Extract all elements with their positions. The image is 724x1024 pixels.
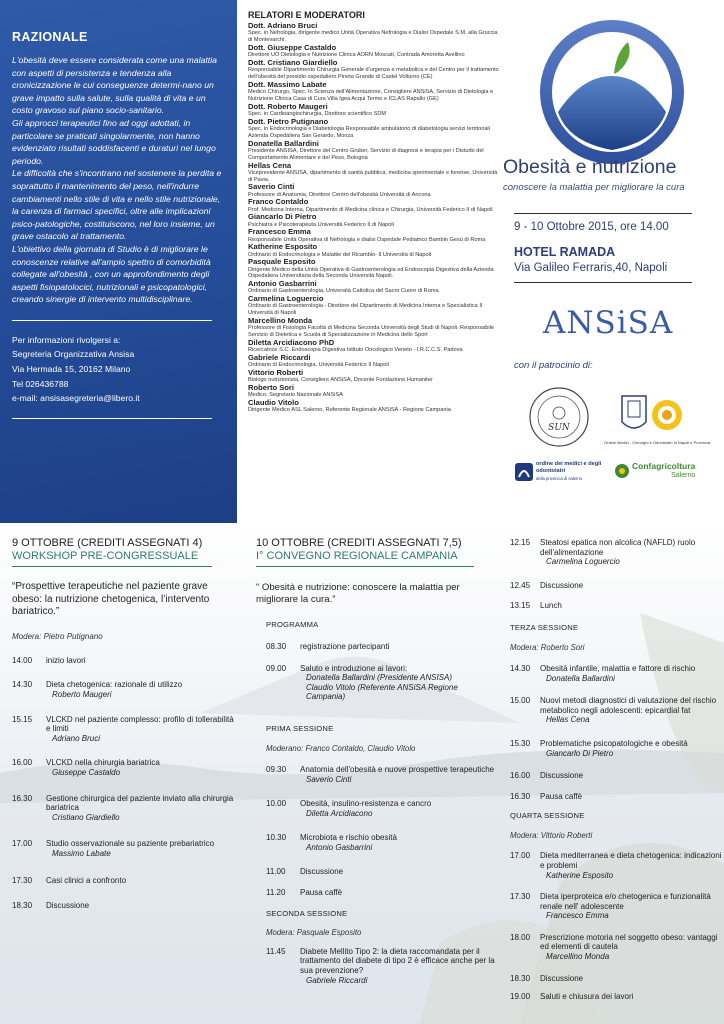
schedule-title xyxy=(540,601,722,611)
speaker-entry xyxy=(248,162,502,184)
schedule-time: 16.30 xyxy=(12,793,33,803)
day1-moderator: Modera: Pietro Putignano xyxy=(12,631,103,641)
schedule-item xyxy=(12,794,234,823)
speaker-affiliation: Professore di Anatomia, Direttore Centro dell'obesità Università di Ancona xyxy=(248,191,431,198)
session2-continued-schedule xyxy=(510,538,722,611)
speaker-name: Gabriele Riccardi xyxy=(248,353,311,363)
speaker-name: Antonio Gasbarrini xyxy=(248,279,317,289)
speaker-entry xyxy=(248,213,502,228)
talk-speaker: Francesco Emma xyxy=(546,911,609,921)
schedule-item xyxy=(510,974,722,984)
speaker-entry xyxy=(248,59,502,81)
schedule-item xyxy=(256,947,496,985)
event-logo xyxy=(532,12,692,172)
schedule-time: 18.30 xyxy=(12,901,33,911)
speaker-affiliation: Medico Chirurgo, Spec. In Scienza dell'Alimentazione, Consigliere ANSiSA, Servizio di Dietologia e Nutrizione Clinica Casa di Cura Villa Igea Acqui Terme e ICLAS Rapallo (GE) xyxy=(248,88,494,102)
speaker-name: Dott. Giuseppe Castaldo xyxy=(248,42,337,52)
talk-speaker: Hellas Cena xyxy=(546,715,590,725)
schedule-title xyxy=(46,794,234,823)
schedule-time: 13.15 xyxy=(510,601,531,611)
speaker-entry xyxy=(248,399,502,414)
confagricoltura-icon xyxy=(614,463,630,479)
talk-title: Dieta iperproteica e/o chetogenica e funzionalità renale nell' adolescente xyxy=(540,892,711,911)
talk-speaker: Roberto Maugeri xyxy=(52,689,112,699)
schedule-title xyxy=(46,656,234,666)
schedule-item xyxy=(510,792,722,802)
speakers-list xyxy=(248,10,502,414)
schedule-title xyxy=(540,664,722,683)
confagricoltura-text xyxy=(632,461,695,481)
schedule-item xyxy=(510,581,722,591)
session3-schedule xyxy=(510,664,722,801)
speaker-entry xyxy=(248,354,502,369)
confagricoltura-name: Confagricoltura xyxy=(632,461,696,471)
schedule-title xyxy=(300,765,496,784)
schedule-time: 17.30 xyxy=(510,892,531,902)
session4-title: QUARTA SESSIONE xyxy=(510,811,585,821)
speaker-name: Saverio Cinti xyxy=(248,182,295,192)
speaker-affiliation: Presidente ANSISA, Direttore del Centro Gruber, Servizio di diagnosi e terapia per i Disturbi del Comportamento Alimentare e del Peso, Bologna xyxy=(248,147,484,161)
schedule-title xyxy=(540,696,722,725)
speaker-name: Franco Contaldo xyxy=(248,197,309,207)
divider xyxy=(256,566,474,567)
schedule-item xyxy=(510,892,722,921)
talk-title: Dieta mediterranea e dieta chetogenica: indicazioni e problemi xyxy=(540,851,722,870)
contact-intro: Per informazioni rivolgersi a: xyxy=(12,334,121,345)
schedule-title xyxy=(46,680,234,699)
speaker-affiliation: Ordinario di Gastroenterologia - Direttore del Dipartimento di Medicina Interna e Specialistica Il Università di Napoli xyxy=(248,303,483,317)
speaker-entry xyxy=(248,228,502,243)
talk-title: Casi clinici a confronto xyxy=(46,875,127,885)
schedule-title xyxy=(300,888,496,898)
schedule-title xyxy=(300,664,496,702)
schedule-item xyxy=(510,933,722,962)
day2-subtitle: I° CONVEGNO REGIONALE CAMPANIA xyxy=(256,550,458,562)
speaker-name: Dott. Roberto Maugeri xyxy=(248,101,328,111)
schedule-item xyxy=(256,642,496,652)
talk-speaker: Giancarlo Di Pietro xyxy=(546,748,614,758)
talk-title: Discussione xyxy=(540,580,584,590)
schedule-time: 16.30 xyxy=(510,791,531,801)
venue-address: Via Galileo Ferraris,40, Napoli xyxy=(514,262,668,274)
session1-schedule xyxy=(256,765,496,898)
schedule-time: 14.30 xyxy=(12,680,33,690)
schedule-item xyxy=(256,765,496,784)
razionale-paragraph: L'obiettivo della giornata di Studio è di migliorare le conoscenze relative all'ampio spettro di comorbidità collegate all'obesità , con un approfondimento degli aspetti fisiopatolocici, nutrizionali e psicopatologici, creando sinergie di intervento multidisciplinare. xyxy=(12,243,211,305)
schedule-title xyxy=(46,758,234,777)
speaker-affiliation: Biologo nutrizionista, Consigliere ANSiSA, Docente Fondazione Humaniter xyxy=(248,377,433,384)
schedule-time: 11.45 xyxy=(266,946,286,956)
speaker-name: Giancarlo Di Pietro xyxy=(248,212,317,222)
schedule-item xyxy=(256,888,496,898)
speaker-entry xyxy=(248,103,502,118)
speaker-affiliation: Professore di Fisiologia Facoltà di Medicina Seconda Università degli Studi di Napoli. Responsabile Servizio di Dietetica e Scuola di Specializzazione in Medicina dello Sport xyxy=(248,325,494,339)
schedule-time: 17.00 xyxy=(510,851,531,861)
speaker-affiliation: Responsabile Unità Operativa di Nefrologia e dialisi Ospedale Pediatrico Bambin Gesù di Roma xyxy=(248,236,486,243)
schedule-title xyxy=(300,642,496,652)
talk-speaker: Katherine Esposito xyxy=(546,870,614,880)
schedule-item xyxy=(510,851,722,880)
speaker-name: Marcellino Monda xyxy=(248,316,313,326)
talk-title: inizio lavori xyxy=(46,655,86,665)
schedule-item xyxy=(12,680,234,699)
talk-title: Nuovi metodi diagnostici di valutazione del rischio metabolico negli adolescenti: epicardial fat xyxy=(540,696,717,715)
schedule-item xyxy=(256,833,496,852)
talk-speaker: Donatella Ballardini (Presidente ANSISA) xyxy=(306,673,452,683)
schedule-title xyxy=(540,792,722,802)
patronage-label: con il patrocinio di: xyxy=(514,360,593,371)
speaker-entry xyxy=(248,369,502,384)
session2-schedule xyxy=(256,947,496,985)
day1-program xyxy=(12,537,234,911)
speaker-entry xyxy=(248,295,502,317)
speaker-affiliation: Spec. in Endocrinologia e Diabetologia Responsabile ambulatorio di diabetologia servizi territoriali Azienda Ospedaliera San Gerardo, Monza xyxy=(248,125,490,139)
ordine-caption: Ordine Medici - Chirurghi e Odontoiatri di Napoli e Provincia xyxy=(604,440,711,445)
day1-subtitle: WORKSHOP PRE-CONGRESSUALE xyxy=(12,550,199,562)
speaker-entry xyxy=(248,384,502,399)
talk-title: VLCKD nel paziente complesso: profilo di tollerabilità e limiti xyxy=(46,714,234,734)
confagricoltura-sub: Salerno xyxy=(671,472,696,479)
schedule-title xyxy=(540,771,722,781)
venue-name: HOTEL RAMADA xyxy=(514,245,616,259)
talk-title: Discussione xyxy=(300,866,344,876)
talk-speaker: Adriano Bruci xyxy=(52,733,101,743)
schedule-item xyxy=(510,739,722,758)
schedule-title xyxy=(540,933,722,962)
speaker-name: Hellas Cena xyxy=(248,160,292,170)
schedule-item xyxy=(12,839,234,858)
contact-phone: Tel 026436788 xyxy=(12,378,69,389)
schedule-title xyxy=(46,901,234,911)
speaker-affiliation: Dirigente Medico della Unità Operativa di Gastroenterologia ed Endoscopia Digestiva della Azienda Ospedaliera Universitaria della Seconda Università Napoli. xyxy=(248,266,494,280)
schedule-title xyxy=(300,947,496,985)
schedule-item xyxy=(510,771,722,781)
session3-title: TERZA SESSIONE xyxy=(510,622,579,632)
schedule-time: 16.00 xyxy=(510,771,531,781)
divider xyxy=(514,213,692,214)
event-subtitle: conoscere la malattia per migliorare la cura xyxy=(503,182,685,193)
talk-speaker: Donatella Ballardini xyxy=(546,673,615,683)
speaker-affiliation: Vicepresidente ANSISA, dipartimento di sanità pubblica, medicina sperimentale e forense, Università di Pavia. xyxy=(248,169,498,183)
speaker-entry xyxy=(248,258,502,280)
schedule-title xyxy=(300,799,496,818)
schedule-item xyxy=(12,758,234,777)
talk-title: Discussione xyxy=(46,901,90,911)
schedule-item xyxy=(510,992,722,1002)
talk-title: Steatosi epatica non alcolica (NAFLD) ruolo dell'alimentazione xyxy=(540,538,696,557)
contact-org: Segreteria Organizzativa Ansisa xyxy=(12,349,135,360)
speaker-entry xyxy=(248,317,502,339)
speaker-entry xyxy=(248,44,502,59)
speaker-affiliation: Ordinario di Gastroenterologia, Università Cattolica del Sacro Cuore di Roma xyxy=(248,288,439,295)
schedule-title xyxy=(46,839,234,858)
speaker-affiliation: Ordinario di Endocrinologia e Malattie del Ricambio- Il Università di Napoli xyxy=(248,251,432,258)
talk-speaker: Claudio Vitolo (Referente ANSiSA Regione Campania) xyxy=(306,682,458,702)
speaker-entry xyxy=(248,118,502,140)
schedule-time: 09.30 xyxy=(266,764,287,774)
event-title: Obesità e nutrizione xyxy=(503,156,677,178)
talk-title: Pausa caffè xyxy=(540,791,583,801)
speaker-name: Dott. Massimo Labate xyxy=(248,79,327,89)
schedule-title xyxy=(300,867,496,877)
schedule-item xyxy=(256,799,496,818)
speaker-name: Roberto Sori xyxy=(248,383,294,393)
speaker-entry xyxy=(248,81,502,103)
speaker-name: Dott. Adriano Bruci xyxy=(248,21,318,30)
talk-title: Prescrizione motoria nel soggetto obeso: vantaggi ed elementi di cautela xyxy=(540,932,718,952)
divider xyxy=(12,566,212,567)
talk-title: VLCKD nella chirurgia bariatrica xyxy=(46,758,160,768)
schedule-title xyxy=(540,992,722,1002)
day1-title: 9 OTTOBRE (CREDITI ASSEGNATI 4) xyxy=(12,537,203,549)
schedule-title xyxy=(540,892,722,921)
speaker-affiliation: Psichiatra e Psicoterapeuta Università Federico II di Napoli xyxy=(248,221,394,228)
speaker-affiliation: Spec. in Cardioangiochirurgia, Direttore scientifico SDM xyxy=(248,110,387,117)
talk-title: Discussione xyxy=(540,973,584,983)
schedule-item xyxy=(510,601,722,611)
odm-subtitle: della provincia di salerno xyxy=(536,476,583,481)
day2-opening-schedule xyxy=(256,642,496,702)
schedule-time: 19.00 xyxy=(510,992,531,1002)
speaker-entry xyxy=(248,140,502,162)
schedule-time: 16.00 xyxy=(12,758,33,768)
schedule-time: 15.30 xyxy=(510,738,531,748)
seal-text: SUN xyxy=(548,423,570,433)
speakers-heading: RELATORI E MODERATORI xyxy=(248,10,365,20)
divider xyxy=(12,320,212,321)
talk-title: Microbiota e rischio obesità xyxy=(300,833,397,843)
session1-moderators: Moderano: Franco Contaldo, Claudio Vitolo xyxy=(266,743,416,753)
schedule-time: 18.00 xyxy=(510,932,531,942)
programma-label: PROGRAMMA xyxy=(266,620,319,629)
speaker-name: Francesco Emma xyxy=(248,227,311,237)
session2-title: SECONDA SESSIONE xyxy=(266,908,348,918)
speaker-entry xyxy=(248,22,502,44)
razionale-paragraph: Gli approcci terapeutici fino ad oggi adottati, in particolare se praticati singolarmente, non hanno evidenziato risultati soddisfacenti e duraturi nel lungo periodo. xyxy=(12,117,216,166)
talk-speaker: Massimo Labate xyxy=(52,848,111,858)
speaker-affiliation: Ricercatrice S.C. Endoscopia Digestiva Istituto Oncologico Veneto - I.R.C.C.S. Padova xyxy=(248,347,463,354)
talk-title: Pausa caffè xyxy=(300,888,343,898)
talk-title: Obesità, insulino-resistenza e cancro xyxy=(300,799,432,809)
session2-moderator: Modera: Pasquale Esposito xyxy=(266,927,362,937)
speaker-entry xyxy=(248,183,502,198)
talk-title: Saluto e introduzione ai lavori: xyxy=(300,663,408,673)
speaker-name: Dott. Cristiano Giardiello xyxy=(248,57,338,67)
schedule-title xyxy=(540,581,722,591)
odm-salerno-text xyxy=(536,461,612,482)
schedule-time: 08.30 xyxy=(266,642,287,651)
session4-schedule xyxy=(510,851,722,1002)
talk-title: Studio osservazionale su paziente prebariatrico xyxy=(46,839,215,849)
divider xyxy=(514,282,692,283)
speaker-affiliation: Dirigente Medico ASL Salerno, Referente Regionale ANSiSA - Regione Campania xyxy=(248,407,451,414)
schedule-time: 10.30 xyxy=(266,833,287,843)
university-seal-icon xyxy=(528,386,590,448)
talk-speaker: Saverio Cinti xyxy=(306,774,352,784)
speaker-entry xyxy=(248,198,502,213)
speaker-name: Claudio Vitolo xyxy=(248,398,299,408)
speaker-affiliation: Ordinario di Endocrinologia, Università Federico II Napoli xyxy=(248,362,389,369)
schedule-time: 09.00 xyxy=(266,663,287,673)
contact-email[interactable]: e-mail: ansisasegreteria@libero.it xyxy=(12,393,140,404)
day2-quote: “ Obesità e nutrizione: conoscere la malattia per migliorare la cura.” xyxy=(256,582,460,605)
razionale-title: RAZIONALE xyxy=(12,30,88,44)
schedule-time: 17.30 xyxy=(12,875,33,885)
schedule-time: 14.00 xyxy=(12,655,33,665)
razionale-paragraph: Le difficoltà che s'incontrano nel sostenere la perdita e soprattutto il mantenimento del peso, nell'indurre cambiamenti nello stile di vita e nello stile nutrizionale, la carenza di farmaci specifici, oltre alle implicazioni psico-patologiche, costituiscono, nel loro insieme, un grave ostacolo al trattamento. xyxy=(12,168,222,242)
schedule-item xyxy=(256,664,496,702)
talk-title: registrazione partecipanti xyxy=(300,642,390,651)
schedule-time: 11.20 xyxy=(266,888,286,898)
schedule-item xyxy=(256,867,496,877)
schedule-title xyxy=(540,538,722,567)
schedule-item xyxy=(510,696,722,725)
day2-program-continued xyxy=(510,538,722,1002)
talk-title: Lunch xyxy=(540,601,562,611)
talk-speaker: Carmelina Loguercio xyxy=(546,557,620,567)
schedule-time: 10.00 xyxy=(266,799,287,809)
schedule-time: 11.00 xyxy=(266,866,286,876)
speaker-name: Vittorio Roberti xyxy=(248,368,304,378)
talk-title: Discussione xyxy=(540,771,584,781)
speaker-entry xyxy=(248,243,502,258)
session3-moderator: Modera: Roberto Sori xyxy=(510,642,585,652)
talk-title: Anatomia dell'obesità e nuove prospettive terapeutiche xyxy=(300,764,495,774)
day2-program xyxy=(256,537,496,985)
odm-salerno-icon xyxy=(514,462,534,482)
schedule-item xyxy=(510,664,722,683)
schedule-time: 12.45 xyxy=(510,580,531,590)
day1-schedule xyxy=(12,656,234,911)
event-date: 9 - 10 Ottobre 2015, ore 14.00 xyxy=(514,221,669,233)
speaker-affiliation: Responsabile Dipartimento Chirurgia Generale d'urgenza e metabolica e del Centro per il trattamento dell'obesità del presidio ospedaliero Pineta Grande di Castel Volturno (CE) xyxy=(248,67,499,80)
odm-title: ordine dei medici e degli odontoiatri xyxy=(536,461,602,474)
speaker-affiliation: Prof. Medicina Interna, Dipartimento di Medicina clinica e Chirurgia, Università Federico II di Napoli xyxy=(248,206,493,213)
schedule-item xyxy=(12,656,234,666)
divider xyxy=(12,418,212,419)
speaker-name: Donatella Ballardini xyxy=(248,138,319,148)
speaker-affiliation: Medico, Segretario Nazionale ANSiSA xyxy=(248,392,343,399)
talk-speaker: Gabriele Riccardi xyxy=(306,975,368,985)
talk-title: Diabete Mellito Tipo 2: la dieta raccomandata per il trattamento del diabete di tipo 2 è efficace anche per la sua prevenzione? xyxy=(300,946,495,975)
schedule-time: 14.30 xyxy=(510,663,531,673)
schedule-title xyxy=(540,851,722,880)
talk-title: Saluti e chiusura dei lavori xyxy=(540,992,634,1002)
talk-speaker: Cristiano Giardiello xyxy=(52,812,120,822)
talk-title: Dieta chetogenica: razionale di utilizzo xyxy=(46,680,183,690)
speaker-affiliation: Spec. in Nefrologia, dirigente medico Unità Operativa Nefrologia e Dialisi Ospedale S.M. alla Gruccia di Montevarchi. xyxy=(248,30,498,43)
speaker-name: Pasquale Esposito xyxy=(248,257,316,267)
speaker-affiliation: Direttore UO Dietologia e Nutrizione Clinica AORN Moscati, Contrada Amoretta Avellino xyxy=(248,52,465,58)
schedule-item xyxy=(12,901,234,911)
razionale-panel xyxy=(0,0,237,523)
talk-speaker: Giuseppe Castaldo xyxy=(52,767,121,777)
schedule-time: 18.30 xyxy=(510,973,531,983)
schedule-item xyxy=(12,715,234,744)
contact-address: Via Hermada 15, 20162 Milano xyxy=(12,364,131,375)
speaker-entry xyxy=(248,339,502,354)
session1-title: PRIMA SESSIONE xyxy=(266,723,334,733)
speaker-entry xyxy=(248,280,502,295)
talk-speaker: Diletta Arcidiacono xyxy=(306,808,373,818)
sun-logo-icon xyxy=(650,398,684,432)
speaker-name: Carmelina Loguercio xyxy=(248,294,324,304)
schedule-title xyxy=(46,876,234,886)
contact-info xyxy=(12,333,223,406)
schedule-time: 12.15 xyxy=(510,538,531,547)
speaker-name: Diletta Arcidiacono PhD xyxy=(248,338,335,348)
schedule-title xyxy=(46,715,234,744)
talk-speaker: Marcellino Monda xyxy=(546,952,610,962)
day2-title: 10 OTTOBRE (CREDITI ASSEGNATI 7,5) xyxy=(256,537,462,549)
talk-title: Gestione chirurgica del paziente inviato alla chirurgia bariatrica xyxy=(46,793,234,813)
schedule-time: 15.15 xyxy=(12,714,33,724)
speaker-entries xyxy=(248,22,502,414)
talk-speaker: Antonio Gasbarrini xyxy=(306,842,373,852)
schedule-item xyxy=(12,876,234,886)
schedule-title xyxy=(540,974,722,984)
schedule-time: 17.00 xyxy=(12,839,33,849)
ansisa-logo: ANSiSA xyxy=(543,305,674,341)
razionale-text xyxy=(12,54,223,306)
talk-title: Problematiche psicopatologiche e obesità xyxy=(540,738,688,748)
schedule-item xyxy=(510,538,722,567)
schedule-title xyxy=(300,833,496,852)
razionale-paragraph: L'obesità deve essere considerata come una malattia con aspetti di persistenza e tendenza alla cronicizzazione le cui conseguenze determi-nano un grave impatto sulla salute, sulla qualità di vita e un costo gravoso sul piano socio-sanitario. xyxy=(12,55,217,116)
speaker-name: Dott. Pietro Putignano xyxy=(248,116,329,126)
schedule-title xyxy=(540,739,722,758)
talk-title: Obesità infantile, malattia e fattore di rischio xyxy=(540,663,696,673)
schedule-time: 15.00 xyxy=(510,696,531,706)
session4-moderator: Modera: Vittorio Roberti xyxy=(510,831,593,841)
speaker-name: Katherine Esposito xyxy=(248,242,318,252)
day1-quote: “Prospettive terapeutiche nel paziente grave obeso: la nutrizione chetogenica, l’intervento bariatrico.” xyxy=(12,581,210,618)
